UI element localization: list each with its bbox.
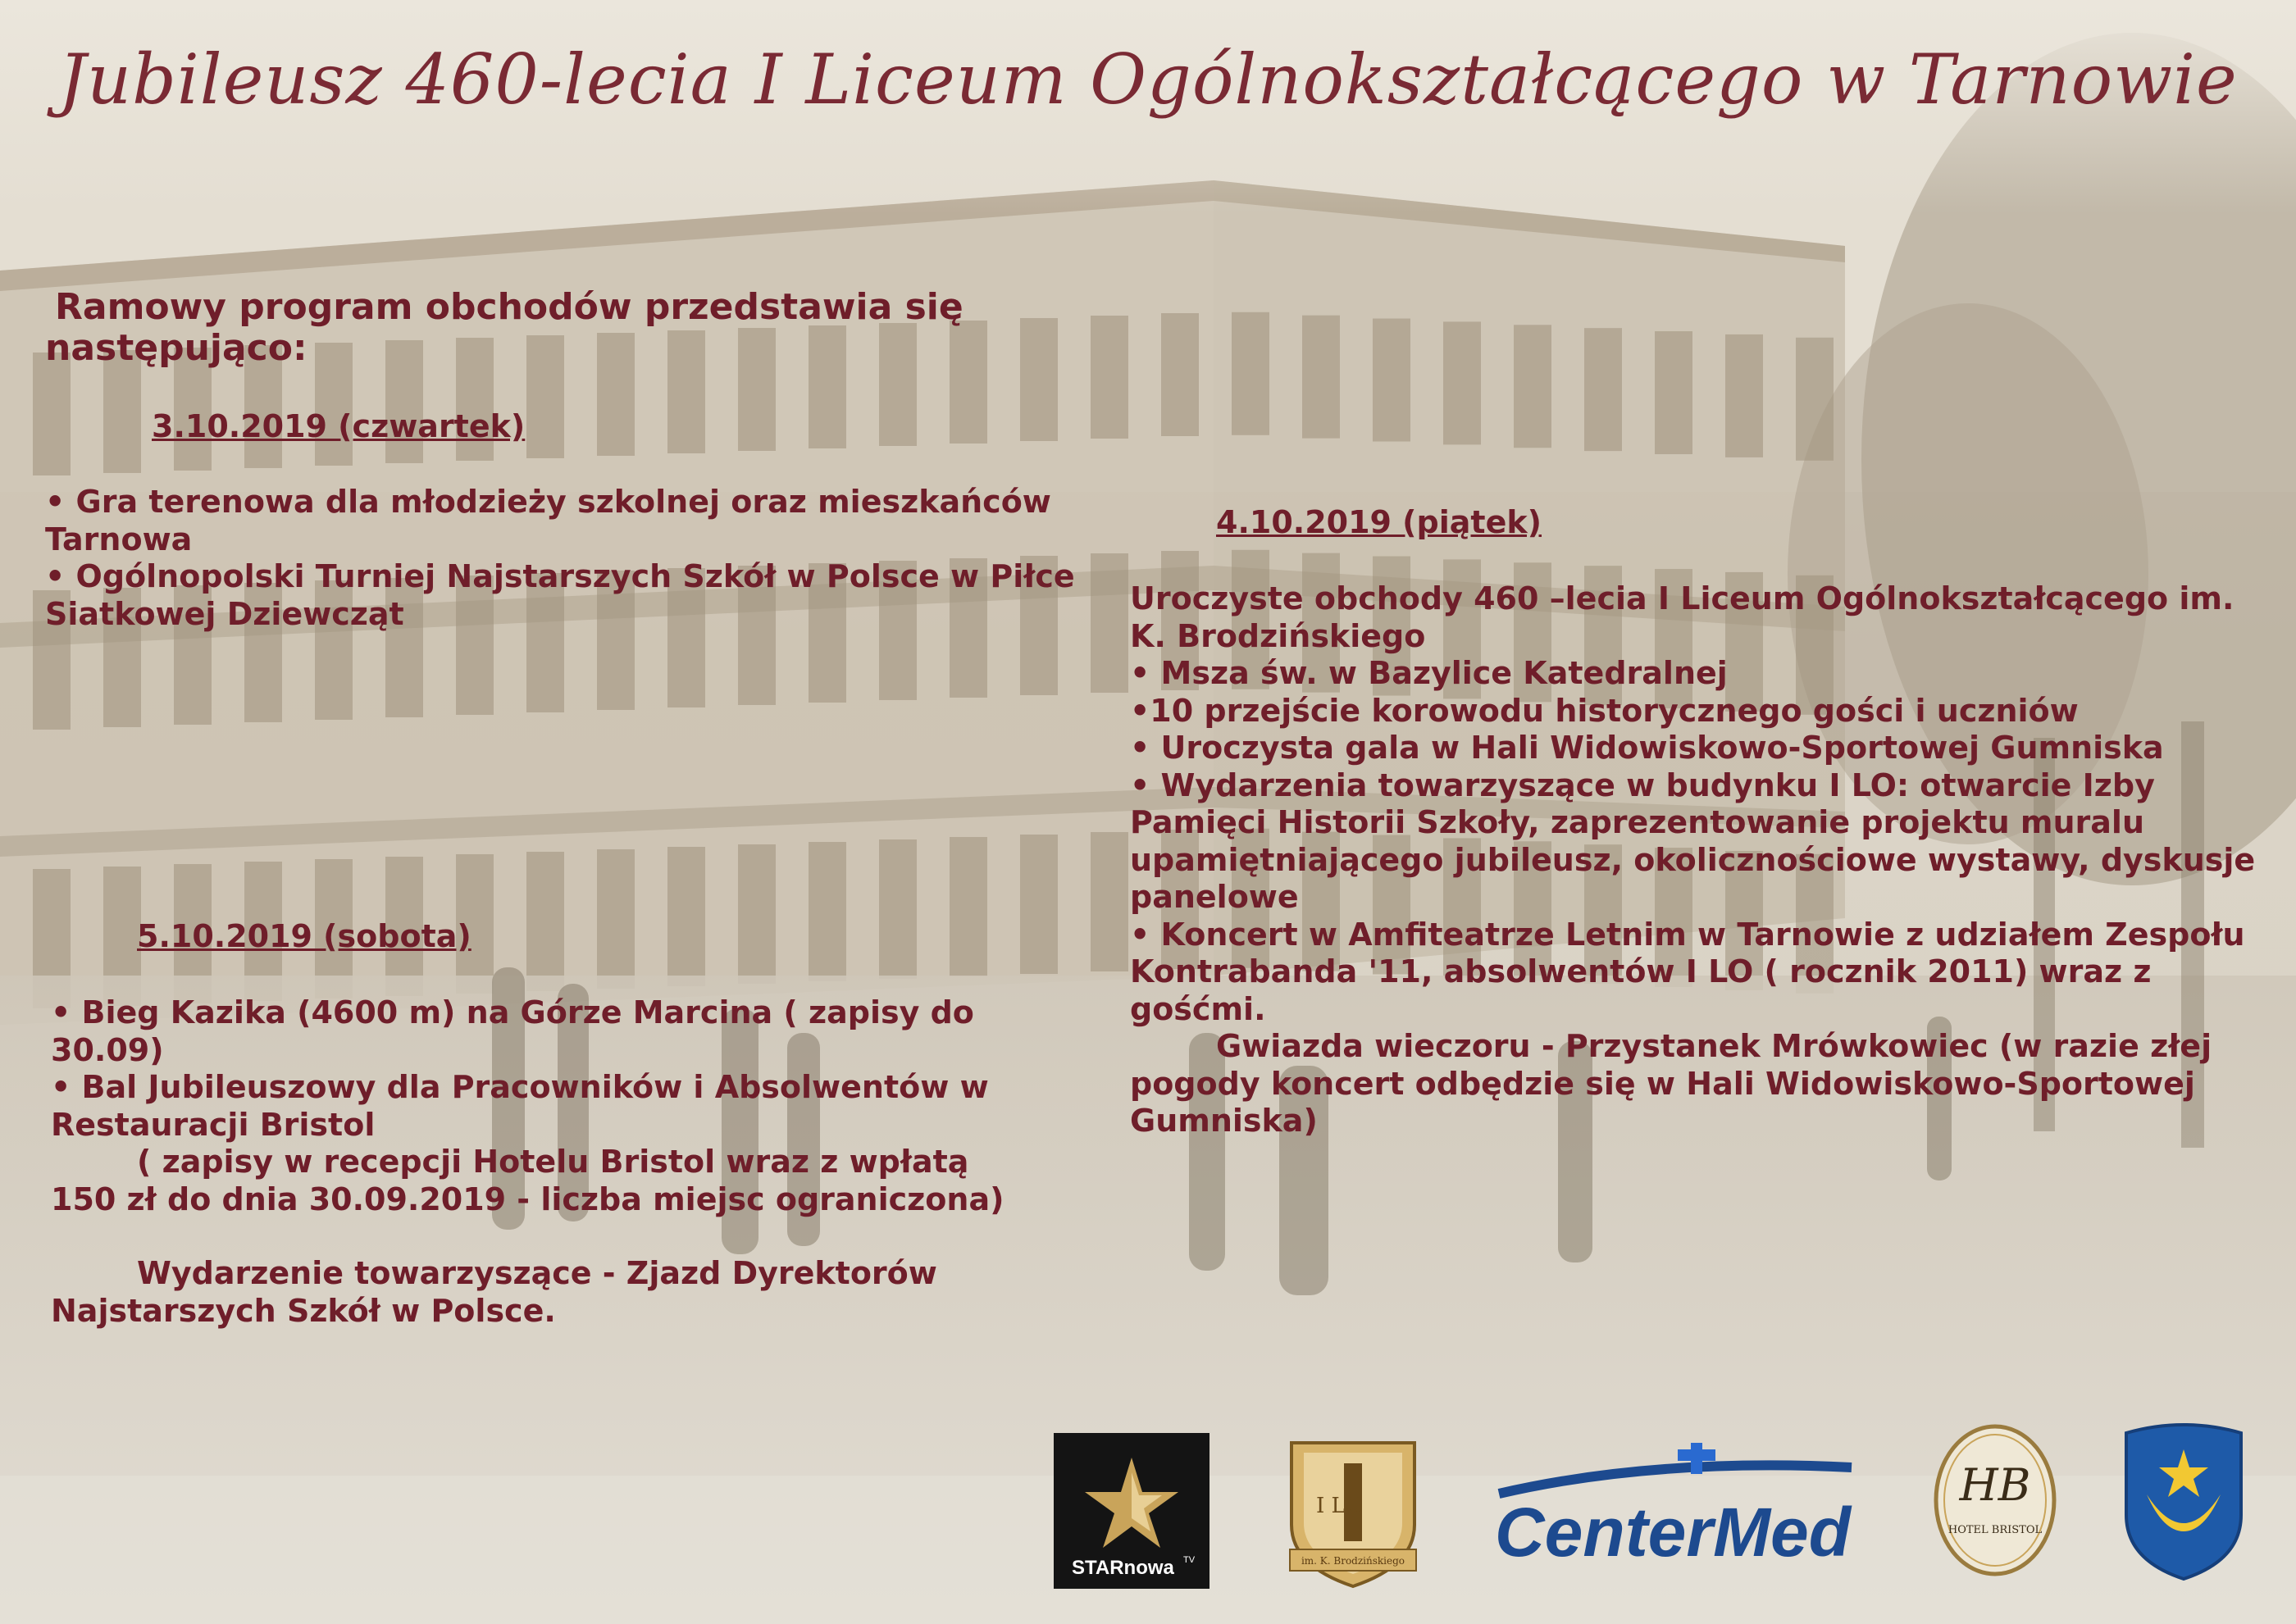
day3-date [51,918,472,956]
day2-heading: Uroczyste obchody 460 –lecia I Liceum Ogólnokształcącego im. K. Brodzińskiego [1130,580,2234,654]
hotel-bristol-logo [1931,1418,2058,1582]
day3-item: • Bieg Kazika (4600 m) na Górze Marcina ( zapisy do 30.09) [51,994,974,1068]
day3-event: Wydarzenie towarzyszące - Zjazd Dyrektorów Najstarszych Szkół w Polsce. [51,1255,937,1329]
program-intro-text: Ramowy program obchodów przedstawia się następująco: [45,286,963,369]
tarnow-coat-of-arms-icon [2122,1417,2245,1581]
day2-item: • Koncert w Amfiteatrze Letnim w Tarnowie z udziałem Zespołu Kontrabanda '11, absolwentów I LO ( rocznik 2011) wraz z gośćmi. [1130,916,2245,1027]
day2-item: • Msza św. w Bazylice Katedralnej [1130,655,1728,691]
school-letters: I LO [1316,1494,1364,1518]
day3-note: ( zapisy w recepcji Hotelu Bristol wraz z wpłatą 150 zł do dnia 30.09.2019 - liczba miejsc ograniczona) [51,1144,1004,1217]
poster-title: Jubileusz 460-lecia I Liceum Ogólnokształcącego w Tarnowie [58,39,2238,120]
day1-item: • Gra terenowa dla młodzieży szkolnej oraz mieszkańców Tarnowa [45,484,1051,557]
program-intro [45,287,1111,369]
starnowa-logo [1054,1433,1210,1589]
day2-item: • Wydarzenia towarzyszące w budynku I LO: otwarcie Izby Pamięci Historii Szkoły, zaprezentowanie projektu muralu upamiętniającego jubileusz, okolicznościowe wystawy, dyskusje panelowe [1130,767,2256,915]
centermed-label: CenterMed [1495,1494,1852,1571]
day2-list [1130,580,2262,1140]
day2-item: •10 przejście korowodu historycznego gości i uczniów [1130,692,2079,729]
day2-date: 4.10.2019 (piątek) [1216,504,1542,540]
day3-item: • Bal Jubileuszowy dla Pracowników i Absolwentów w Restauracji Bristol [51,1069,989,1143]
day1-item: • Ogólnopolski Turniej Najstarszych Szkół w Polsce w Piłce Siatkowej Dziewcząt [45,558,1075,632]
starnowa-label: STARnowa [1072,1557,1174,1579]
school-crest-logo [1283,1426,1423,1590]
starnowa-sup: TV [1183,1555,1196,1565]
day2-item: • Uroczysta gala w Hali Widowiskowo-Sportowej Gumniska [1130,730,2164,766]
bristol-monogram: HB [1959,1459,2031,1511]
day3-date-text: 5.10.2019 (sobota) [137,918,472,954]
bristol-label: HOTEL BRISTOL [1947,1524,2043,1536]
school-motto: im. K. Brodzińskiego [1301,1555,1405,1567]
day2-star: Gwiazda wieczoru - Przystanek Mrówkowiec (w razie złej pogody koncert odbędzie się w Hali Widowiskowo-Sportowej Gumniska) [1130,1028,2212,1139]
day1-list [45,484,1103,633]
day3-list [51,994,1018,1330]
centermed-logo [1491,1443,1872,1574]
day1-date: 3.10.2019 (czwartek) [152,408,526,444]
